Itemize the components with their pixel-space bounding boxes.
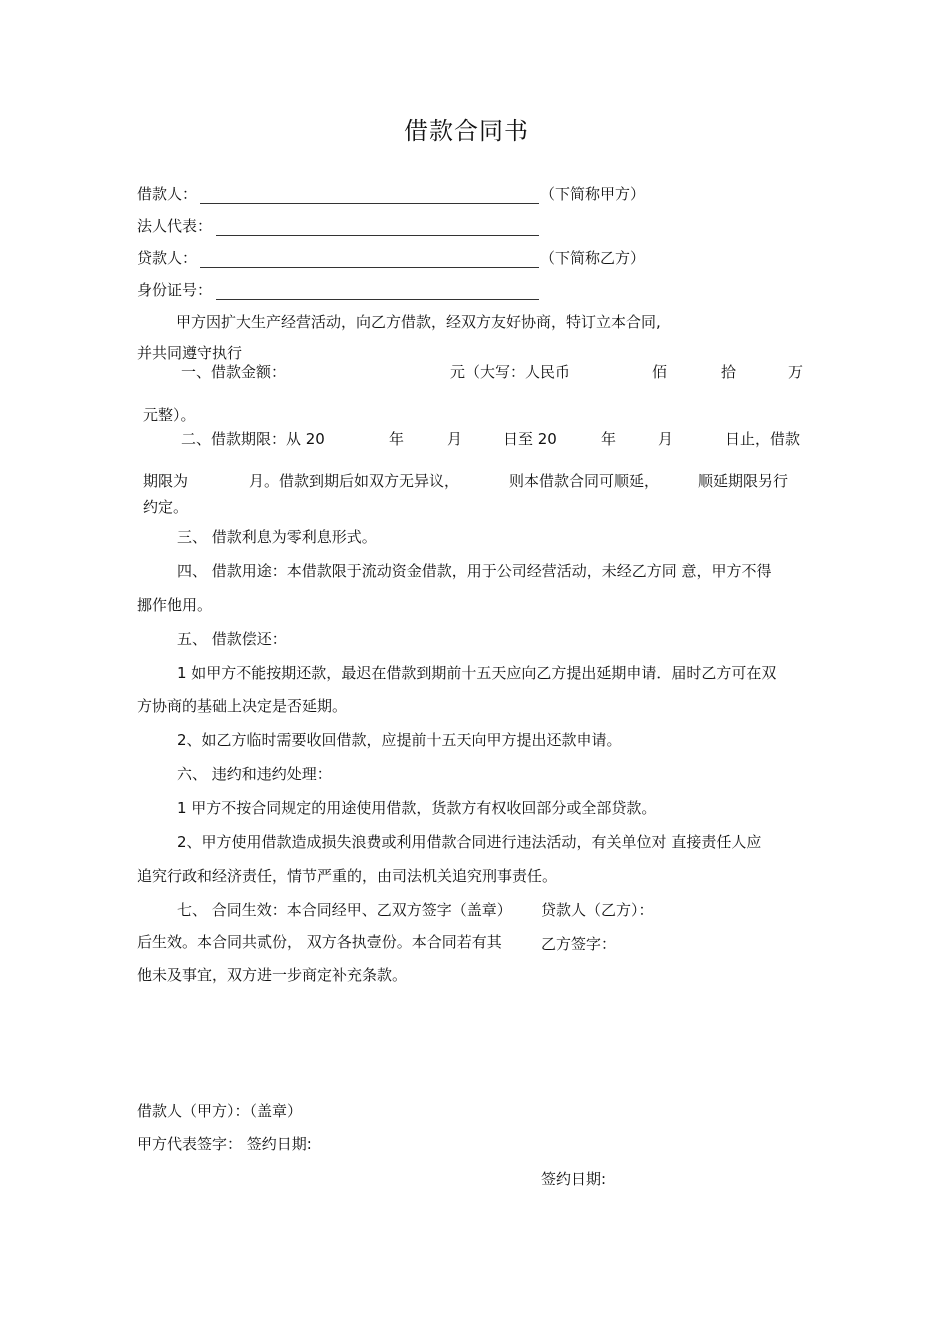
clause2-yue-2: 月 <box>658 430 674 448</box>
clause2-yue-1: 月 <box>447 430 463 448</box>
borrower-label: 借款人： <box>137 185 198 203</box>
lender-party-label: 贷款人（乙方）： <box>541 901 654 919</box>
clause2-nian-1: 年 <box>389 430 405 448</box>
clause7-line-1: 七、 合同生效：本合同经甲、乙双方签字（盖章） <box>177 901 512 919</box>
legal-rep-underline <box>216 235 539 236</box>
clause4-line-2: 挪作他用。 <box>137 596 213 614</box>
clause6-item1: 1 甲方不按合同规定的用途使用借款，货款方有权收回部分或全部贷款。 <box>177 799 657 817</box>
lender-underline <box>200 267 539 268</box>
clause2-yue-text: 月。借款到期后如双方无异议， <box>249 472 460 490</box>
clause2-qixian: 期限为 <box>143 472 189 490</box>
clause2-shunyan: 顺延期限另行 <box>698 472 789 490</box>
clause5-label: 五、 借款偿还： <box>177 630 287 648</box>
clause2-label: 二、借款期限：从 20 <box>181 430 325 448</box>
lender-label: 贷款人： <box>137 249 198 267</box>
clause1-shi: 拾 <box>721 363 737 381</box>
clause2-ri-zhi-end: 日止，借款 <box>725 430 801 448</box>
clause7-line-3: 他未及事宜，双方进一步商定补充条款。 <box>137 966 408 984</box>
clause6-label: 六、 违约和违约处理： <box>177 765 332 783</box>
signing-date-right: 签约日期: <box>541 1170 607 1188</box>
clause1-end: 元整）。 <box>143 406 196 424</box>
lender-suffix: （下简称乙方） <box>540 249 646 267</box>
clause6-item2-line-2: 追究行政和经济责任，情节严重的，由司法机关追究刑事责任。 <box>137 867 558 885</box>
clause1-bai: 佰 <box>652 363 668 381</box>
clause1-wan: 万 <box>788 363 804 381</box>
clause5-item1-line-2: 方协商的基础上决定是否延期。 <box>137 697 348 715</box>
borrower-rep-signature: 甲方代表签字： 签约日期: <box>137 1135 312 1153</box>
intro-line-1: 甲方因扩大生产经营活动，向乙方借款，经双方友好协商，特订立本合同, <box>176 313 661 331</box>
clause3: 三、 借款利息为零利息形式。 <box>177 528 377 546</box>
clause2-ze: 则本借款合同可顺延， <box>509 472 660 490</box>
intro-line-2: 并共同遵守执行 <box>137 344 243 362</box>
id-number-label: 身份证号： <box>137 281 213 299</box>
clause5-item2: 2、如乙方临时需要收回借款，应提前十五天向甲方提出还款申请。 <box>177 731 622 749</box>
lender-signature-label: 乙方签字： <box>541 935 617 953</box>
legal-rep-label: 法人代表： <box>137 217 213 235</box>
clause5-item1-line-1: 1 如甲方不能按期还款，最迟在借款到期前十五天应向乙方提出延期申请．届时乙方可在双 <box>177 664 777 682</box>
document-title: 借款合同书 <box>404 117 529 145</box>
id-number-underline <box>216 299 539 300</box>
clause1-yuan-daxie: 元（大写：人民币 <box>450 363 571 381</box>
clause2-nian-2: 年 <box>601 430 617 448</box>
clause4-line-1: 四、 借款用途：本借款限于流动资金借款，用于公司经营活动，未经乙方同 意，甲方不得 <box>177 562 772 580</box>
clause2-yueding: 约定。 <box>143 498 189 516</box>
clause1-label: 一、借款金额： <box>181 363 287 381</box>
clause6-item2-line-1: 2、甲方使用借款造成损失浪费或利用借款合同进行违法活动，有关单位对 直接责任人应 <box>177 833 762 851</box>
borrower-suffix: （下简称甲方） <box>540 185 646 203</box>
clause2-ri-zhi: 日至 20 <box>503 430 557 448</box>
borrower-party-seal: 借款人（甲方）：（盖章） <box>137 1102 303 1120</box>
clause7-line-2: 后生效。本合同共贰份， 双方各执壹份。本合同若有其 <box>137 933 502 951</box>
borrower-underline <box>200 203 539 204</box>
